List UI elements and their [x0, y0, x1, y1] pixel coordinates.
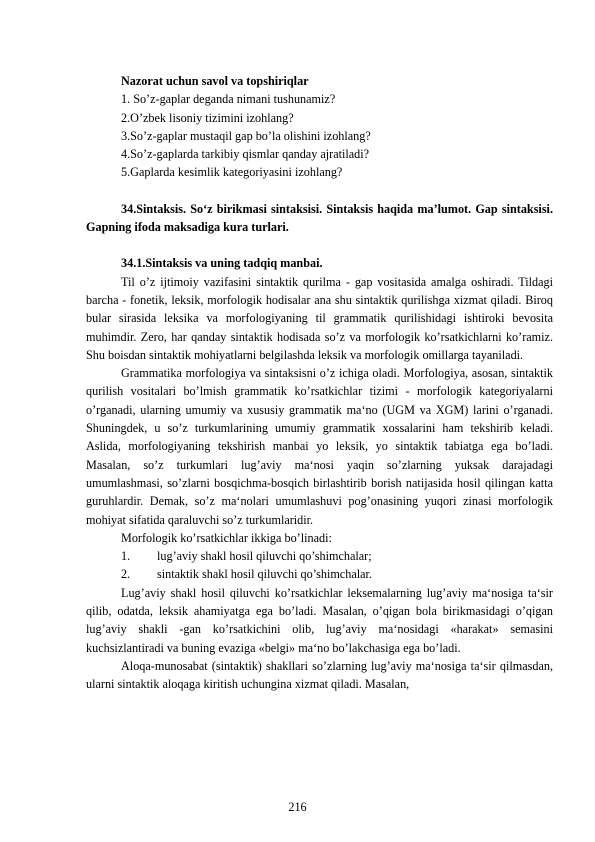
question-item-4: 4.So’z-gaplarda tarkibiy qismlar qanday ajratiladi?: [121, 147, 370, 162]
page-number: 216: [288, 800, 307, 814]
list-number: 1.: [121, 549, 131, 564]
question-item-5: 5.Gaplarda kesimlik kategoriyasini izohlang?: [121, 165, 343, 180]
spacer: [86, 236, 553, 254]
list-item-2: [86, 565, 553, 583]
question-item-1: 1. So’z-gaplar deganda nimani tushunamiz?: [121, 92, 336, 107]
section-heading: 34.Sintaksis. So‘z birikmasi sintaksisi. Sintaksis haqida ma’lumot. Gap sintaksisi. Gapning ifoda maksadiga kura turlari.: [86, 201, 553, 235]
paragraph-5: Aloqa-munosabat (sintaktik) shakllari so’zlarning lug’aviy ma‘nosiga ta‘sir qilmasdan, ularni sintaktik aloqaga kiritish uchungina xizmat qiladi. Masalan,: [86, 658, 553, 692]
paragraph-3: Morfologik ko’rsatkichlar ikkiga bo’linadi:: [121, 530, 332, 545]
spacer: [86, 182, 553, 200]
list-text: sintaktik shakl hosil qiluvchi qo’shimchalar.: [157, 567, 372, 582]
question-item-3: 3.So’z-gaplar mustaqil gap bo’la olishini izohlang?: [121, 128, 371, 143]
paragraph-1: Til o’z ijtimoiy vazifasini sintaktik qurilma - gap vositasida amalga oshiradi. Tildagi barcha - fonetik, leksik, morfologik hodisalar ana shu sintaktik qurilishga xizmat qiladi. Biroq bular sirasida leksika va morfologiyaning til grammatik qurilishidagi ishtiroki bevosita muhimdir. Zero, har qanday sintaktik hodisada so’z va morfologik ko’rsatkichlarni ko’ramiz. Shu boisdan sintaktik mohiyatlarni belgilashda leksik va morfologik omillarga tayaniladi.: [86, 274, 553, 362]
list-text: lug’aviy shakl hosil qiluvchi qo’shimchalar;: [157, 549, 372, 564]
paragraph-4: Lug’aviy shakl hosil qiluvchi ko’rsatkichlar leksemalarning lug’aviy ma‘nosiga ta‘sir qilib, odatda, leksik ahamiyatga ega bo’ladi. Masalan, o’qigan bola birikmasidagi o’qigan lug’aviy shakli -gan ko’rsatkichini olib, lug’aviy ma‘nosidagi «harakat» semasini kuchsizlantiradi va buning evaziga «belgi» ma‘no bo’lakchasiga ega bo’ladi.: [86, 585, 553, 655]
questions-title: Nazorat uchun savol va topshiriqlar: [121, 74, 309, 88]
list-item-1: [86, 547, 553, 565]
question-item-2: 2.O’zbek lisoniy tizimini izohlang?: [121, 110, 294, 125]
list-number: 2.: [121, 567, 131, 582]
page-content: [86, 72, 553, 694]
section-subheading: 34.1.Sintaksis va uning tadqiq manbai.: [121, 256, 323, 271]
paragraph-2: Grammatika morfologiya va sintaksisni o’z ichiga oladi. Morfologiya, asosan, sintaktik qurilish vositalari bo’lmish grammatik ko’rsatkichlar tizimi - morfologik kategoriyalarni o’rganadi, ularning umumiy va xususiy grammatik ma‘no (UGM va XGM) larini o’rganadi. Shuningdek, u so’z turkumlarining umumiy grammatik xossalarini ham tekshirib keladi. Aslida, morfologiyaning tekshirish manbai yo leksik, yo sintaktik tabiatga ega bo’ladi. Masalan, so’z turkumlari lug’aviy ma‘nosi yaqin so’zlarning yuksak darajadagi umumlashmasi, so’zlarni bosqichma-bosqich birlashtirib borish natijasida hosil qilingan katta guruhlardir. Demak, so’z ma‘nolari umumlashuvi pog’onasining yuqori zinasi morfologik mohiyat sifatida qaraluvchi so’z turkumlaridir.: [86, 366, 553, 527]
